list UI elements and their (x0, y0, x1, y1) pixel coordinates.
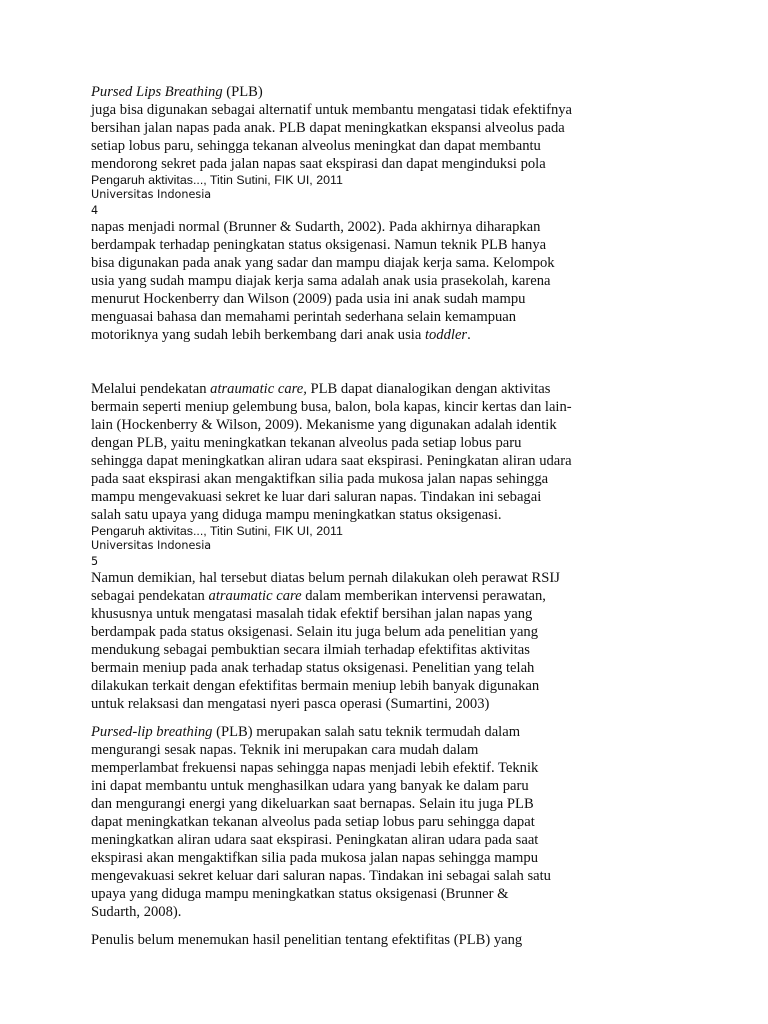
text-line: berdampak terhadap peningkatan status oksigenasi. Namun teknik PLB hanya (91, 237, 547, 253)
text-line: setiap lobus paru, sehingga tekanan alveolus meningkat dan dapat membantu (91, 138, 541, 154)
text-line: bermain meniup pada anak terhadap status oksigenasi. Penelitian yang telah (91, 660, 535, 676)
page-footer-1 (91, 173, 611, 218)
text-line: ekspirasi akan mengaktifkan silia pada mukosa jalan napas sehingga mampu (91, 850, 539, 866)
footer-university: Universitas Indonesia (91, 188, 212, 201)
text-line: Penulis belum menemukan hasil penelitian tentang efektifitas (PLB) yang (91, 932, 523, 948)
text-run: motoriknya yang sudah lebih berkembang dari anak usia (91, 327, 425, 343)
paragraph-2 (91, 218, 611, 344)
text-line: dan mengurangi energi yang dikeluarkan saat bernapas. Selain itu juga PLB (91, 796, 534, 812)
text-line: bisa digunakan pada anak yang sadar dan mampu diajak kerja sama. Kelompok (91, 255, 555, 271)
text-line: mengurangi sesak napas. Teknik ini merupakan cara mudah dalam (91, 742, 479, 758)
text-line: lain (Hockenberry & Wilson, 2009). Mekanisme yang digunakan adalah identik (91, 417, 557, 433)
text-line: mampu mengevakuasi sekret ke luar dari saluran napas. Tindakan ini sebagai (91, 489, 542, 505)
text-line (91, 380, 611, 398)
footer-citation: Pengaruh aktivitas..., Titin Sutini, FIK UI, 2011 (91, 173, 343, 187)
text-line: napas menjadi normal (Brunner & Sudarth, 2002). Pada akhirnya diharapkan (91, 219, 541, 235)
italic-term: atraumatic care, (210, 381, 307, 397)
text-line: dilakukan terkait dengan efektifitas bermain meniup lebih banyak digunakan (91, 678, 540, 694)
text-line: mendukung sebagai pembuktian secara ilmiah terhadap efektifitas aktivitas (91, 642, 530, 658)
text-line (91, 326, 611, 344)
spacer (91, 713, 611, 723)
paragraph-5 (91, 723, 611, 921)
text-line: dapat meningkatkan tekanan alveolus pada setiap lobus paru sehingga dapat (91, 814, 535, 830)
text-line: berdampak pada status oksigenasi. Selain itu juga belum ada penelitian yang (91, 624, 539, 640)
document-page (91, 83, 611, 949)
text-line: sehingga dapat meningkatkan aliran udara saat ekspirasi. Peningkatan aliran udara (91, 453, 572, 469)
text-run: Melalui pendekatan (91, 381, 211, 397)
heading-italic: Pursed Lips Breathing (91, 84, 223, 100)
paragraph-4 (91, 569, 611, 713)
spacer (91, 344, 611, 380)
text-line: bersihan jalan napas pada anak. PLB dapat meningkatkan ekspansi alveolus pada (91, 120, 565, 136)
text-line (91, 723, 611, 741)
text-line: Namun demikian, hal tersebut diatas belum pernah dilakukan oleh perawat RSIJ (91, 570, 560, 586)
text-line: menguasai bahasa dan memahami perintah sederhana selain kemampuan (91, 309, 517, 325)
page-number: 5 (91, 555, 99, 568)
text-line (91, 587, 611, 605)
paragraph-3 (91, 380, 611, 524)
text-run: sebagai pendekatan (91, 588, 209, 604)
italic-term: toddler (424, 327, 468, 343)
page-footer-2 (91, 524, 611, 569)
section-heading (91, 83, 611, 101)
text-run: (PLB) merupakan salah satu teknik termudah dalam (212, 724, 521, 740)
text-line: mengevakuasi sekret keluar dari saluran napas. Tindakan ini sebagai salah satu (91, 868, 551, 884)
text-line: bermain seperti meniup gelembung busa, balon, bola kapas, kincir kertas dan lain- (91, 399, 572, 415)
text-run: PLB dapat dianalogikan dengan aktivitas (306, 381, 551, 397)
paragraph-6 (91, 931, 611, 949)
text-line: usia yang sudah mampu diajak kerja sama adalah anak usia prasekolah, karena (91, 273, 551, 289)
footer-citation: Pengaruh aktivitas..., Titin Sutini, FIK UI, 2011 (91, 524, 343, 538)
text-line: mendorong sekret pada jalan napas saat ekspirasi dan dapat menginduksi pola (91, 156, 546, 172)
text-run: . (467, 327, 471, 343)
text-line: memperlambat frekuensi napas sehingga napas menjadi lebih efektif. Teknik (91, 760, 539, 776)
text-line: dengan PLB, yaitu meningkatkan tekanan alveolus pada setiap lobus paru (91, 435, 522, 451)
text-line: Sudarth, 2008). (91, 904, 182, 920)
text-run: dalam memberikan intervensi perawatan, (301, 588, 546, 604)
text-line: ini dapat membantu untuk menghasilkan udara yang banyak ke dalam paru (91, 778, 529, 794)
italic-term: Pursed-lip breathing (91, 724, 213, 740)
heading-rest: (PLB) (222, 84, 263, 100)
text-line: untuk relaksasi dan mengatasi nyeri pasca operasi (Sumartini, 2003) (91, 696, 490, 712)
italic-term: atraumatic care (208, 588, 302, 604)
text-line: pada saat ekspirasi akan mengaktifkan silia pada mukosa jalan napas sehingga (91, 471, 549, 487)
text-line: juga bisa digunakan sebagai alternatif untuk membantu mengatasi tidak efektifnya (91, 102, 573, 118)
text-line: meningkatkan aliran udara saat ekspirasi. Peningkatan aliran udara pada saat (91, 832, 539, 848)
page-number: 4 (91, 204, 99, 217)
spacer (91, 921, 611, 931)
text-line: salah satu upaya yang diduga mampu meningkatkan status oksigenasi. (91, 507, 502, 523)
text-line: menurut Hockenberry dan Wilson (2009) pada usia ini anak sudah mampu (91, 291, 526, 307)
text-line: upaya yang diduga mampu meningkatkan status oksigenasi (Brunner & (91, 886, 509, 902)
footer-university: Universitas Indonesia (91, 539, 212, 552)
paragraph-1 (91, 101, 611, 173)
text-line: khususnya untuk mengatasi masalah tidak efektif bersihan jalan napas yang (91, 606, 533, 622)
